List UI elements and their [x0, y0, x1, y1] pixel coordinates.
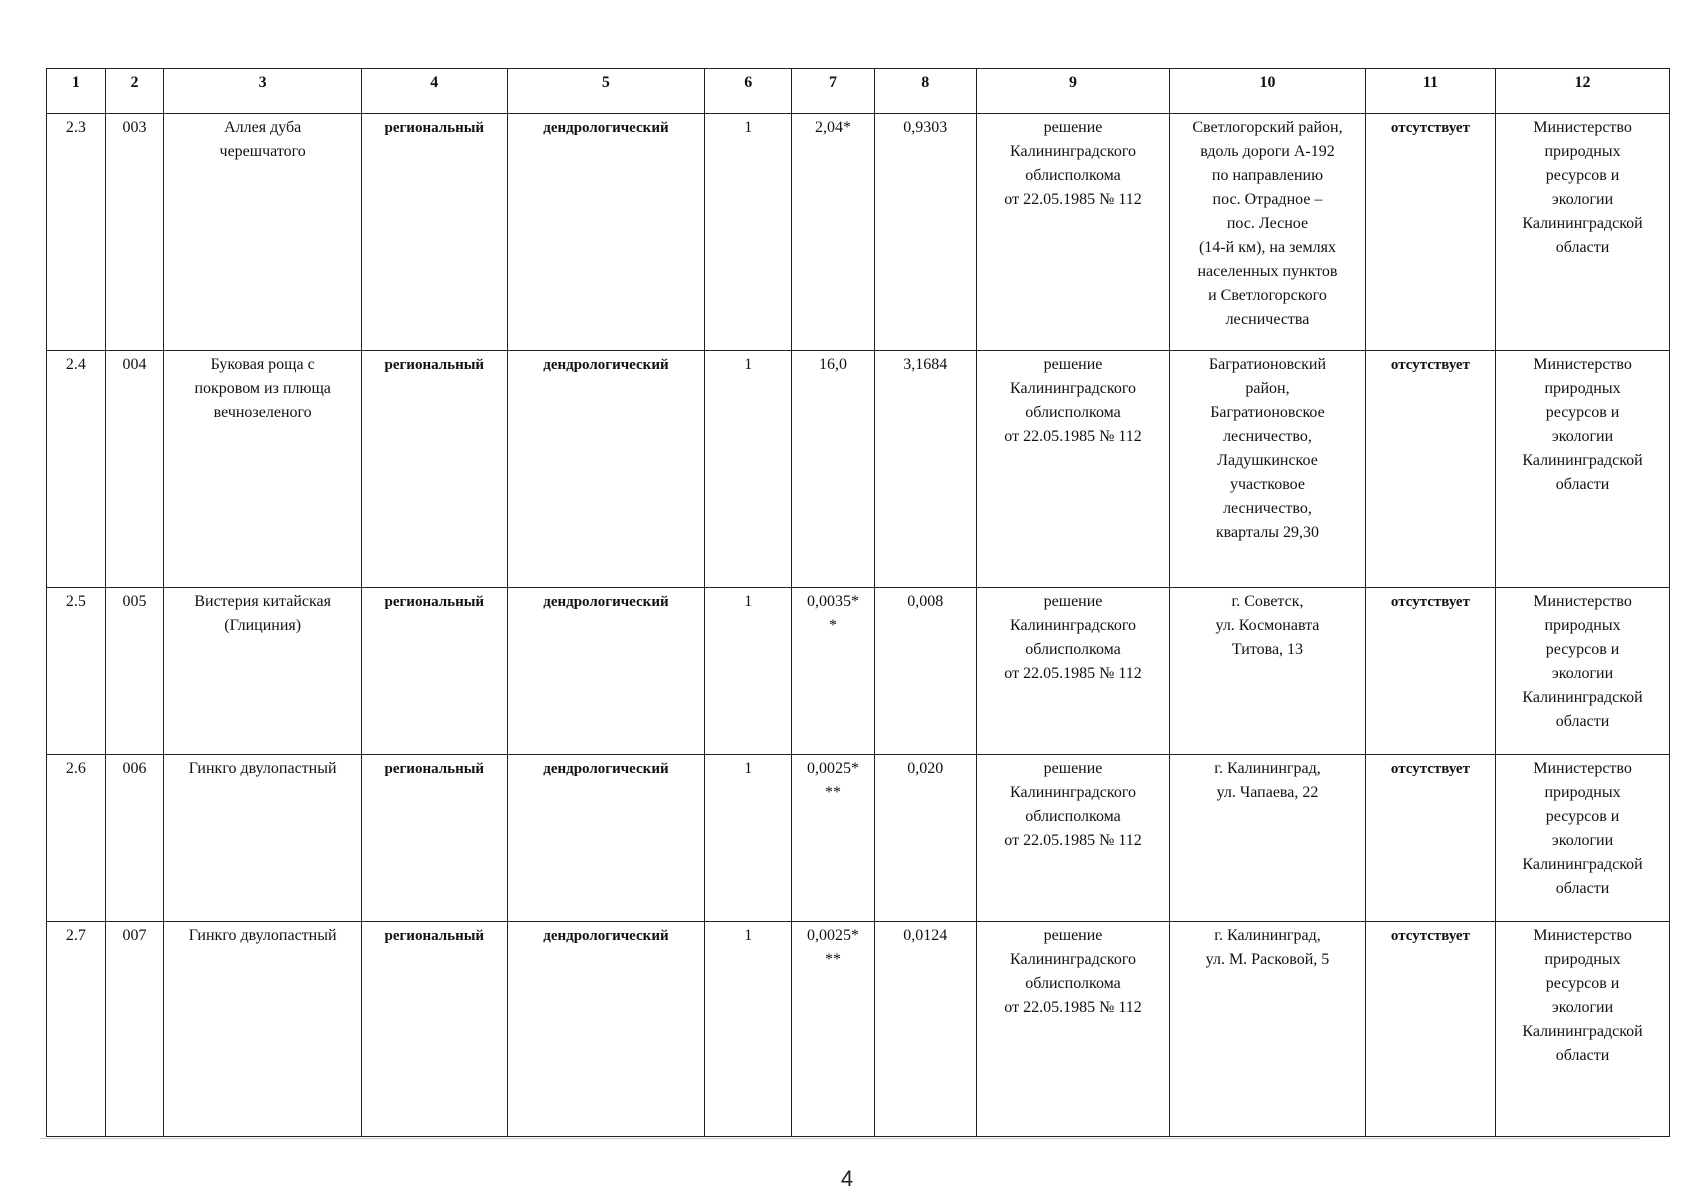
cluster-status: отсутствует [1365, 588, 1495, 755]
profile: дендрологический [507, 351, 705, 588]
row-number: 2.7 [47, 922, 106, 1137]
area [792, 114, 875, 351]
establishing-document [976, 114, 1169, 351]
table-row [47, 588, 1670, 755]
authority-text: Министерство природных ресурсов и экологии Калининградской области [1522, 356, 1643, 493]
row-code: 007 [105, 922, 164, 1137]
row-code: 004 [105, 351, 164, 588]
significance: региональный [362, 351, 508, 588]
object-name-text: Аллея дуба черешчатого [219, 119, 306, 160]
authority [1496, 351, 1670, 588]
area-secondary: 3,1684 [874, 351, 976, 588]
cluster-status: отсутствует [1365, 114, 1495, 351]
object-name-text: Гинкго двулопастный [188, 760, 337, 777]
column-header: 5 [507, 69, 705, 114]
establishing-document [976, 351, 1169, 588]
count: 1 [705, 922, 792, 1137]
location [1170, 114, 1366, 351]
profile: дендрологический [507, 114, 705, 351]
document-text: решение Калининградского облисполкома от 22.05.1985 № 112 [1004, 119, 1142, 208]
cluster-status: отсутствует [1365, 922, 1495, 1137]
table-row [47, 114, 1670, 351]
column-header: 11 [1365, 69, 1495, 114]
object-name-text: Буковая роща с покровом из плюща вечнозеленого [194, 356, 331, 421]
establishing-document [976, 922, 1169, 1137]
scan-artifact [40, 1138, 1640, 1139]
count: 1 [705, 114, 792, 351]
profile: дендрологический [507, 922, 705, 1137]
count: 1 [705, 588, 792, 755]
column-header: 2 [105, 69, 164, 114]
column-header: 8 [874, 69, 976, 114]
area [792, 351, 875, 588]
column-header: 1 [47, 69, 106, 114]
profile: дендрологический [507, 755, 705, 922]
count: 1 [705, 755, 792, 922]
authority [1496, 588, 1670, 755]
location-text: г. Калининград, ул. Чапаева, 22 [1214, 760, 1321, 801]
authority-text: Министерство природных ресурсов и экологии Калининградской области [1522, 927, 1643, 1064]
location-text: г. Советск, ул. Космонавта Титова, 13 [1215, 593, 1320, 658]
column-header: 6 [705, 69, 792, 114]
count: 1 [705, 351, 792, 588]
authority [1496, 114, 1670, 351]
document-text: решение Калининградского облисполкома от 22.05.1985 № 112 [1004, 356, 1142, 445]
significance: региональный [362, 114, 508, 351]
row-code: 006 [105, 755, 164, 922]
row-number: 2.6 [47, 755, 106, 922]
area-text: 2,04* [814, 119, 851, 136]
column-header: 4 [362, 69, 508, 114]
significance: региональный [362, 755, 508, 922]
establishing-document [976, 755, 1169, 922]
document-text: решение Калининградского облисполкома от 22.05.1985 № 112 [1004, 760, 1142, 849]
table-row [47, 351, 1670, 588]
object-name-text: Гинкго двулопастный [188, 927, 337, 944]
protected-areas-table [46, 68, 1670, 1137]
object-name [164, 755, 362, 922]
authority-text: Министерство природных ресурсов и экологии Калининградской области [1522, 593, 1643, 730]
area-text: 0,0025* ** [806, 927, 859, 968]
column-header: 10 [1170, 69, 1366, 114]
area [792, 588, 875, 755]
page-number: 4 [840, 1166, 854, 1191]
area-secondary: 0,9303 [874, 114, 976, 351]
area-text: 0,0025* ** [806, 760, 859, 801]
object-name [164, 114, 362, 351]
document-text: решение Калининградского облисполкома от 22.05.1985 № 112 [1004, 927, 1142, 1016]
area-secondary: 0,008 [874, 588, 976, 755]
cluster-status: отсутствует [1365, 755, 1495, 922]
table-row [47, 922, 1670, 1137]
area-secondary: 0,020 [874, 755, 976, 922]
row-number: 2.3 [47, 114, 106, 351]
authority [1496, 755, 1670, 922]
column-header: 12 [1496, 69, 1670, 114]
row-code: 003 [105, 114, 164, 351]
location [1170, 755, 1366, 922]
object-name [164, 922, 362, 1137]
table-header-row [47, 69, 1670, 114]
row-number: 2.4 [47, 351, 106, 588]
significance: региональный [362, 588, 508, 755]
area-secondary: 0,0124 [874, 922, 976, 1137]
location [1170, 351, 1366, 588]
location [1170, 588, 1366, 755]
column-header: 3 [164, 69, 362, 114]
authority [1496, 922, 1670, 1137]
area-text: 16,0 [818, 356, 847, 373]
significance: региональный [362, 922, 508, 1137]
object-name-text: Вистерия китайская (Глициния) [194, 593, 331, 634]
column-header: 9 [976, 69, 1169, 114]
authority-text: Министерство природных ресурсов и экологии Калининградской области [1522, 119, 1643, 256]
profile: дендрологический [507, 588, 705, 755]
table-row [47, 755, 1670, 922]
area [792, 755, 875, 922]
row-code: 005 [105, 588, 164, 755]
location-text: Багратионовский район, Багратионовское лесничество, Ладушкинское участковое лесничество, кварталы 29,30 [1208, 356, 1327, 541]
object-name [164, 351, 362, 588]
location [1170, 922, 1366, 1137]
area [792, 922, 875, 1137]
row-number: 2.5 [47, 588, 106, 755]
area-text: 0,0035* * [806, 593, 859, 634]
authority-text: Министерство природных ресурсов и экологии Калининградской области [1522, 760, 1643, 897]
establishing-document [976, 588, 1169, 755]
column-header: 7 [792, 69, 875, 114]
location-text: Светлогорский район, вдоль дороги А-192 по направлению пос. Отрадное – пос. Лесное (14-й км), на землях населенных пунктов и Светлогорского лесничества [1192, 119, 1343, 328]
cluster-status: отсутствует [1365, 351, 1495, 588]
location-text: г. Калининград, ул. М. Расковой, 5 [1205, 927, 1330, 968]
object-name [164, 588, 362, 755]
document-text: решение Калининградского облисполкома от 22.05.1985 № 112 [1004, 593, 1142, 682]
